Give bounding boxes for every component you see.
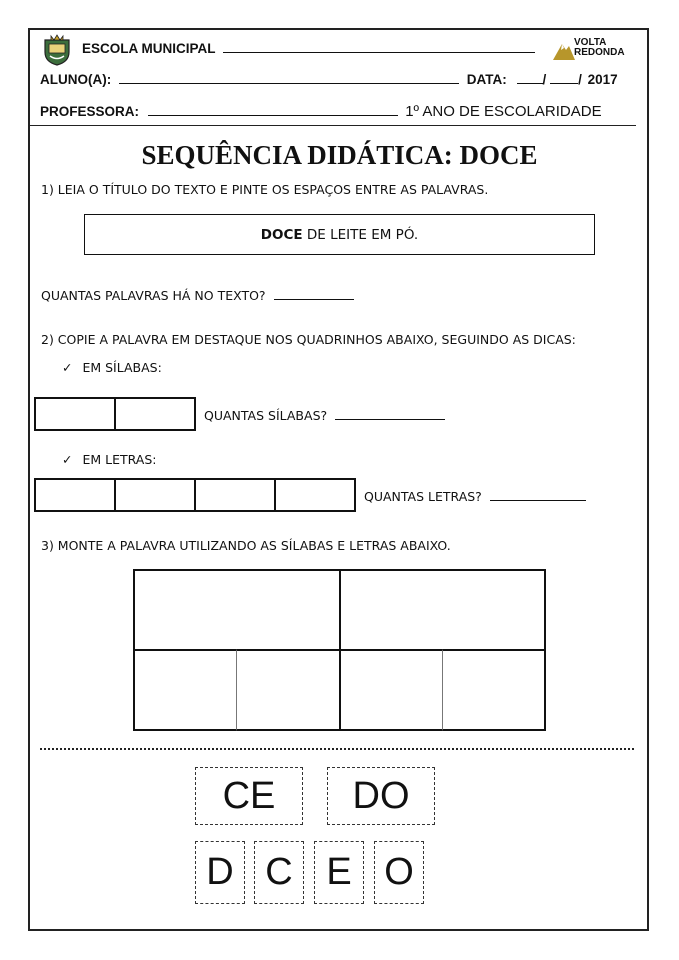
cutout-syllable-do[interactable]: DO bbox=[327, 767, 435, 825]
q2-syllables-question: QUANTAS SÍLABAS? bbox=[204, 408, 328, 423]
q2-letters-count-row bbox=[364, 488, 586, 504]
cutout-letter-c[interactable]: C bbox=[254, 841, 304, 904]
q1-text-rest: DE LEITE EM PÓ. bbox=[302, 226, 419, 243]
date-separator-2: / bbox=[578, 72, 582, 87]
letter-box-4[interactable] bbox=[274, 478, 356, 512]
check-icon: ✓ bbox=[62, 360, 73, 375]
q2-instruction: 2) COPIE A PALAVRA EM DESTAQUE NOS QUADRINHOS ABAIXO, SEGUINDO AS DICAS: bbox=[41, 332, 576, 347]
date-year: 2017 bbox=[587, 72, 618, 87]
q2-letters-question: QUANTAS LETRAS? bbox=[364, 489, 482, 504]
teacher-name-field[interactable] bbox=[148, 103, 398, 116]
grid-letter-slot-4[interactable] bbox=[442, 649, 546, 731]
q3-instruction: 3) MONTE A PALAVRA UTILIZANDO AS SÍLABAS E LETRAS ABAIXO. bbox=[41, 538, 451, 553]
date-label: DATA: bbox=[466, 72, 507, 87]
logo-text-redonda: REDONDA bbox=[574, 47, 625, 58]
grade-label: 1º ANO DE ESCOLARIDADE bbox=[405, 103, 602, 120]
school-name-field[interactable] bbox=[223, 40, 535, 53]
school-label: ESCOLA MUNICIPAL bbox=[82, 41, 216, 56]
q1-text-highlight: DOCE bbox=[260, 226, 303, 243]
check-icon: ✓ bbox=[62, 452, 73, 467]
grid-letter-slot-2[interactable] bbox=[236, 649, 341, 731]
grid-letter-slot-1[interactable] bbox=[133, 649, 237, 731]
logo-mountain-icon bbox=[552, 38, 576, 62]
syllable-box-1[interactable] bbox=[34, 397, 116, 431]
page-title: SEQUÊNCIA DIDÁTICA: DOCE bbox=[141, 140, 538, 170]
letter-box-3[interactable] bbox=[194, 478, 276, 512]
city-logo bbox=[552, 36, 625, 64]
cutout-syllable-ce[interactable]: CE bbox=[195, 767, 303, 825]
q1-count-row bbox=[41, 287, 354, 303]
cutout-letter-e[interactable]: E bbox=[314, 841, 364, 904]
syllable-box-2[interactable] bbox=[114, 397, 196, 431]
q1-instruction: 1) LEIA O TÍTULO DO TEXTO E PINTE OS ESPAÇOS ENTRE AS PALAVRAS. bbox=[41, 182, 489, 197]
q1-count-answer[interactable] bbox=[274, 287, 354, 300]
date-day-field[interactable] bbox=[517, 71, 543, 84]
date-month-field[interactable] bbox=[550, 71, 578, 84]
q1-count-question: QUANTAS PALAVRAS HÁ NO TEXTO? bbox=[41, 288, 266, 303]
school-name-row bbox=[82, 40, 535, 56]
q2-syllables-count-row bbox=[204, 407, 445, 423]
cutout-letter-o[interactable]: O bbox=[374, 841, 424, 904]
student-row bbox=[40, 71, 618, 87]
teacher-row bbox=[40, 101, 602, 120]
cutout-letter-d[interactable]: D bbox=[195, 841, 245, 904]
school-crest-icon bbox=[42, 34, 72, 66]
q2-syllables-answer[interactable] bbox=[335, 407, 445, 420]
q2-syllables-hint bbox=[62, 360, 162, 375]
student-label: ALUNO(A): bbox=[40, 72, 112, 87]
grid-syllable-slot-2[interactable] bbox=[339, 569, 546, 651]
teacher-label: PROFESSORA: bbox=[40, 104, 140, 119]
letter-box-1[interactable] bbox=[34, 478, 116, 512]
grid-letter-slot-3[interactable] bbox=[339, 649, 443, 731]
q2-letters-answer[interactable] bbox=[490, 488, 586, 501]
q2-letters-hint bbox=[62, 452, 157, 467]
header-divider bbox=[30, 125, 636, 126]
grid-syllable-slot-1[interactable] bbox=[133, 569, 341, 651]
assembly-grid bbox=[133, 569, 546, 731]
logo-text-volta: VOLTA bbox=[574, 37, 607, 48]
letter-box-2[interactable] bbox=[114, 478, 196, 512]
cut-line bbox=[40, 748, 634, 750]
q2-syllables-label: EM SÍLABAS: bbox=[82, 360, 162, 375]
date-separator-1: / bbox=[542, 72, 547, 87]
student-name-field[interactable] bbox=[119, 71, 459, 84]
q2-letters-label: EM LETRAS: bbox=[82, 452, 157, 467]
q1-text-box bbox=[84, 214, 595, 255]
